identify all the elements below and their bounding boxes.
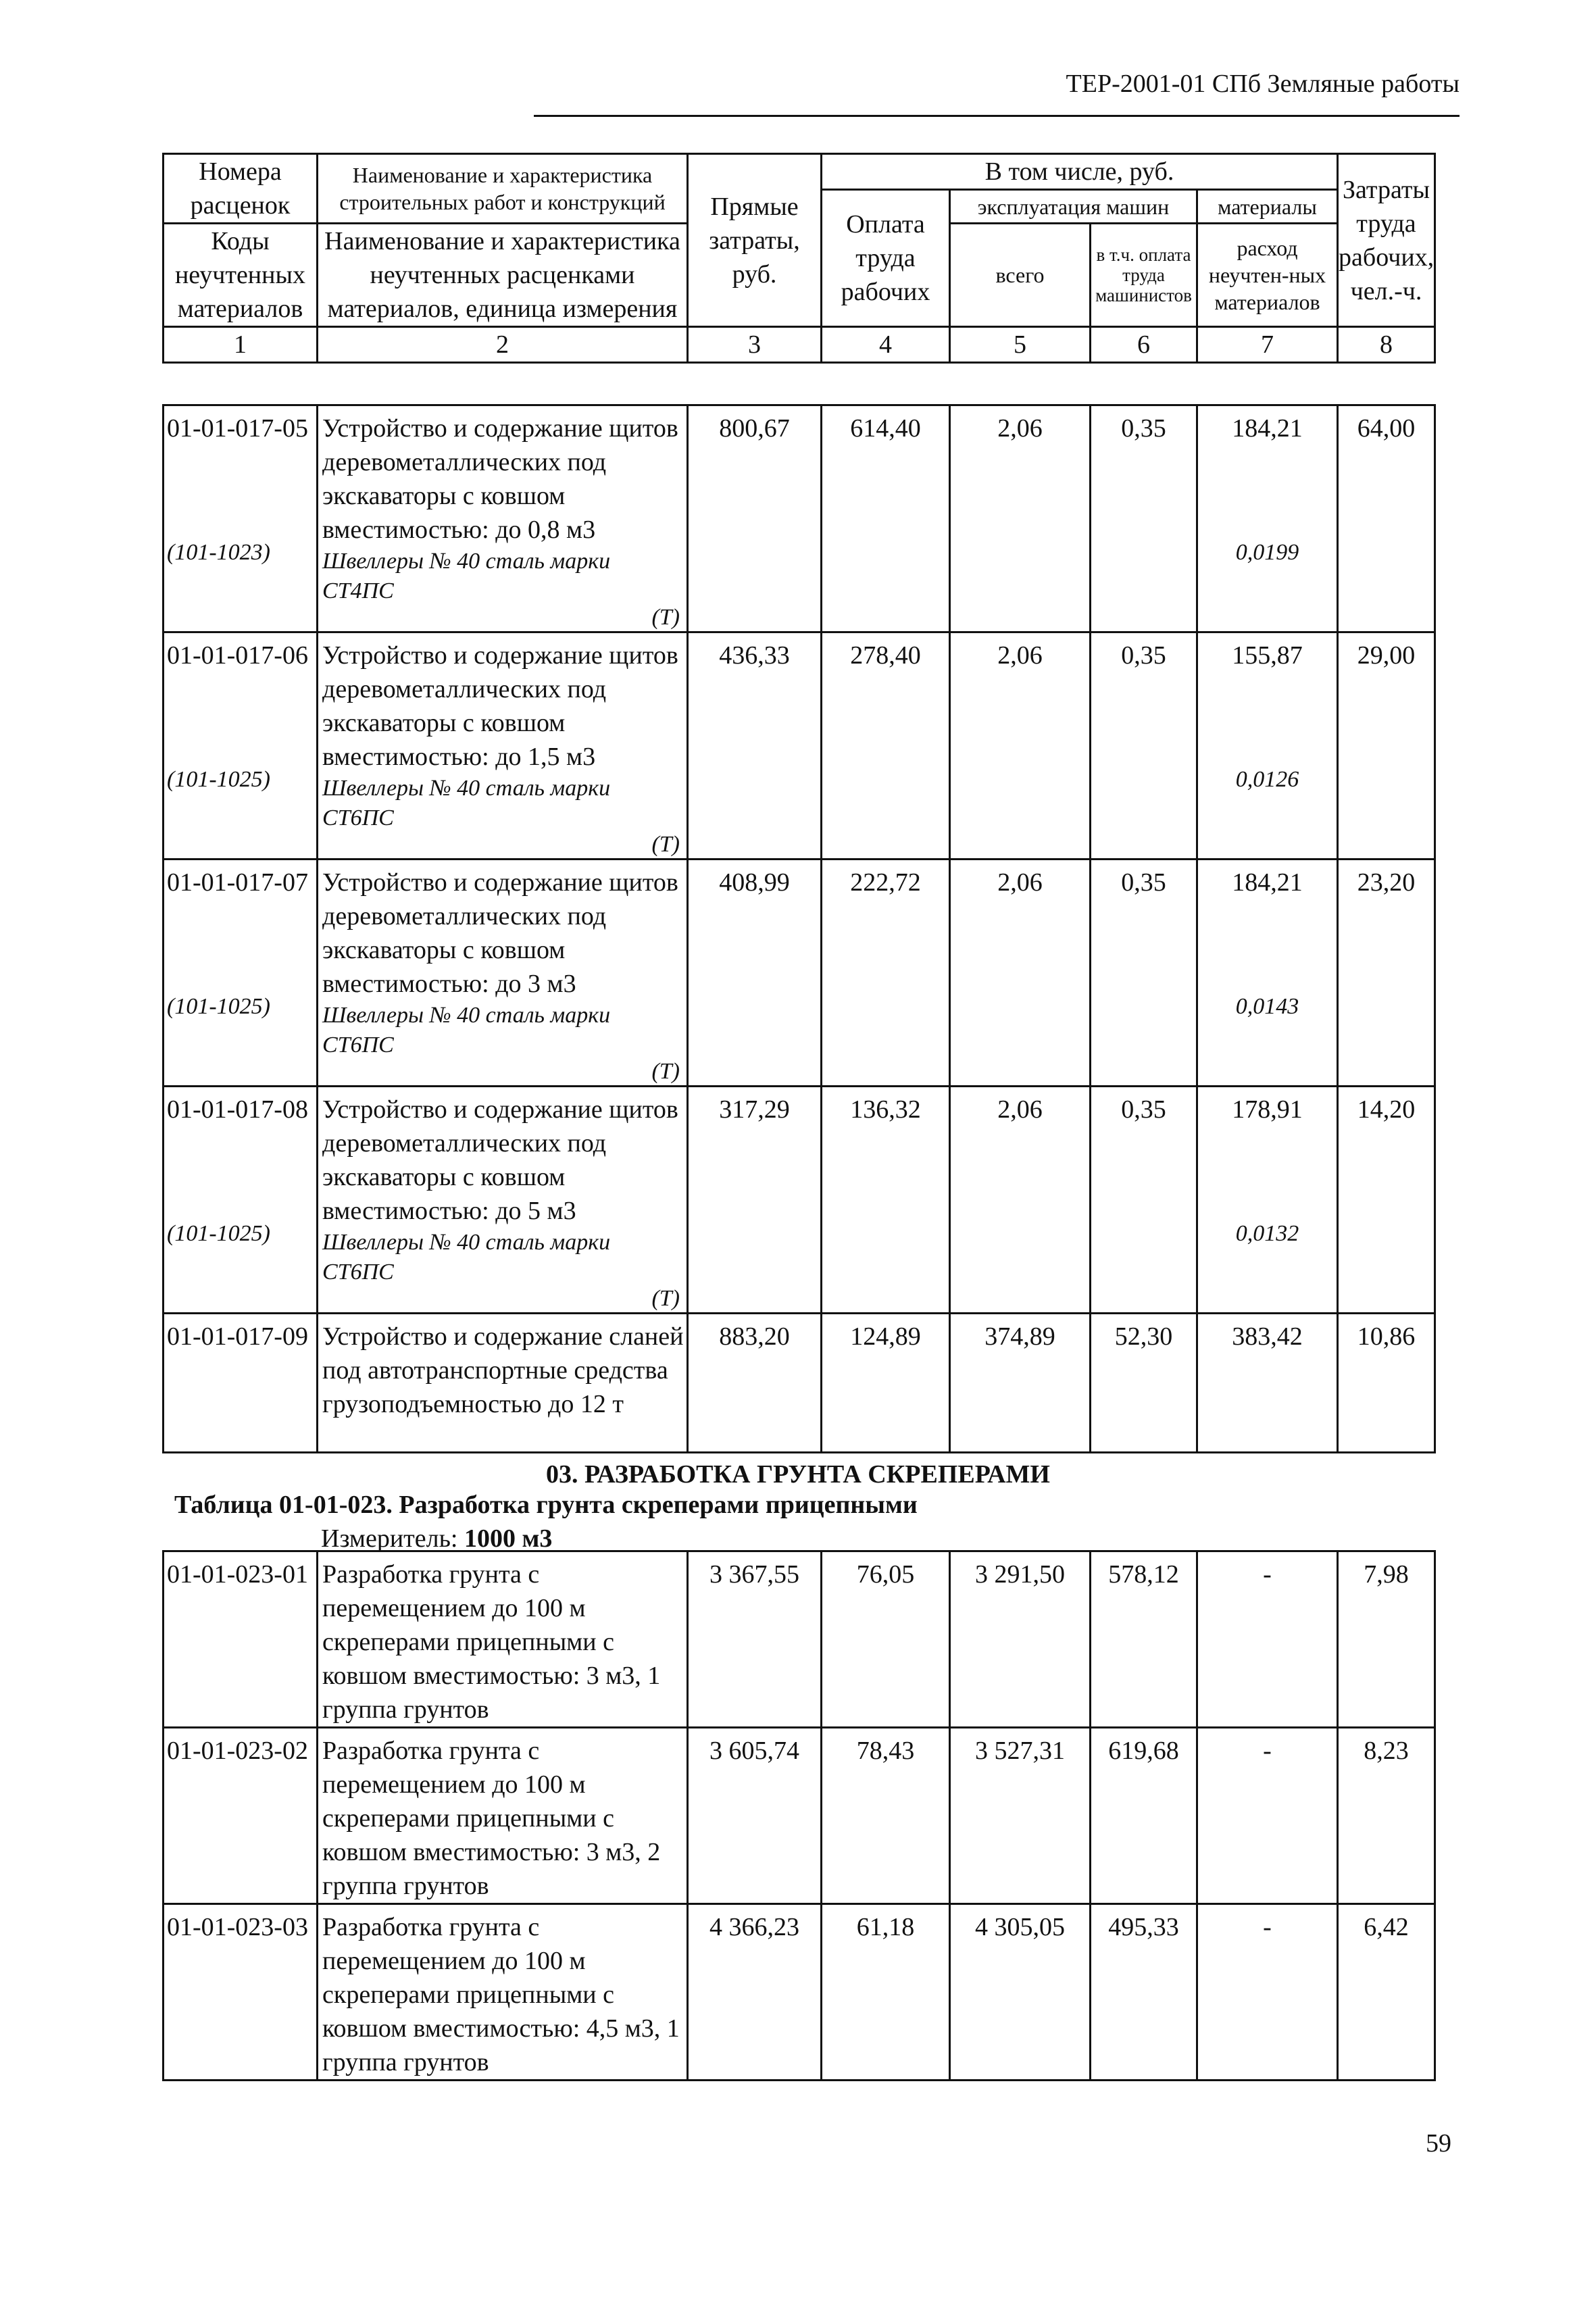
machines-total: 2,06 xyxy=(950,1087,1091,1314)
rate-code-cell xyxy=(164,632,318,860)
material-code: (101-1025) xyxy=(167,1221,270,1246)
machines-total: 3 527,31 xyxy=(950,1728,1091,1904)
labor-hours: 64,00 xyxy=(1338,405,1435,632)
direct-costs: 4 366,23 xyxy=(688,1904,822,2081)
header-including: В том числе, руб. xyxy=(822,154,1338,190)
machinists-pay: 0,35 xyxy=(1091,1087,1197,1314)
table-row xyxy=(164,405,1435,632)
machinists-pay: 578,12 xyxy=(1091,1551,1197,1728)
rate-code-cell xyxy=(164,860,318,1087)
material-quantity: 0,0126 xyxy=(1235,767,1299,792)
header-work-name: Наименование и характеристика строительных работ и конструкций xyxy=(318,154,688,224)
material-mark: (Т) xyxy=(651,832,680,857)
machines-total: 2,06 xyxy=(950,860,1091,1087)
material-description: Швеллеры № 40 сталь марки СТ6ПС xyxy=(322,1003,611,1057)
labor-hours: 29,00 xyxy=(1338,632,1435,860)
material-description: Швеллеры № 40 сталь марки СТ6ПС xyxy=(322,1230,611,1285)
table-row xyxy=(164,1314,1435,1453)
machinists-pay: 0,35 xyxy=(1091,632,1197,860)
materials-cost: 383,42 xyxy=(1197,1314,1338,1453)
header-rule xyxy=(534,115,1460,117)
header-unaccounted-material-names: Наименование и характеристика неучтенных расценками материалов, единица измерения xyxy=(318,224,688,327)
column-number: 7 xyxy=(1197,327,1338,363)
table-row xyxy=(164,1728,1435,1904)
labor-hours: 6,42 xyxy=(1338,1904,1435,2081)
labor-pay: 222,72 xyxy=(822,860,950,1087)
materials-cost: - xyxy=(1197,1728,1338,1904)
unit-value: 1000 м3 xyxy=(464,1524,553,1553)
header-unaccounted-materials: расход неучтен-ных материалов xyxy=(1197,224,1338,327)
rate-code: 01-01-017-06 xyxy=(167,641,308,670)
material-mark: (Т) xyxy=(651,605,680,630)
materials-cost: 178,91 xyxy=(1232,1095,1303,1124)
rate-description: Разработка грунта с перемещением до 100 м скреперами прицепными с ковшом вместимостью: 3 м3, 1 группа грунтов xyxy=(318,1551,688,1728)
rates-table-023 xyxy=(162,1550,1436,2081)
column-header-table xyxy=(162,153,1436,364)
rate-description-cell xyxy=(318,405,688,632)
header-rate-numbers: Номера расценок xyxy=(164,154,318,224)
materials-cost: 155,87 xyxy=(1232,641,1303,670)
rate-code-cell xyxy=(164,405,318,632)
direct-costs: 436,33 xyxy=(688,632,822,860)
header-labor-pay: Оплата труда рабочих xyxy=(822,190,950,327)
labor-pay: 124,89 xyxy=(822,1314,950,1453)
materials-cell xyxy=(1197,632,1338,860)
material-code: (101-1023) xyxy=(167,540,270,565)
header-labor-costs: Затраты труда рабочих, чел.-ч. xyxy=(1338,154,1435,327)
labor-pay: 614,40 xyxy=(822,405,950,632)
labor-pay: 136,32 xyxy=(822,1087,950,1314)
material-quantity: 0,0132 xyxy=(1235,1221,1299,1246)
rate-description-cell xyxy=(318,1087,688,1314)
materials-cell xyxy=(1197,1087,1338,1314)
labor-hours: 14,20 xyxy=(1338,1087,1435,1314)
machinists-pay: 495,33 xyxy=(1091,1904,1197,2081)
header-machine-operation: эксплуатация машин xyxy=(950,190,1197,224)
rate-description-cell xyxy=(318,860,688,1087)
machines-total: 4 305,05 xyxy=(950,1904,1091,2081)
header-machine-total: всего xyxy=(950,224,1091,327)
table-row xyxy=(164,632,1435,860)
materials-cell xyxy=(1197,405,1338,632)
labor-pay: 78,43 xyxy=(822,1728,950,1904)
material-mark: (Т) xyxy=(651,1286,680,1311)
header-machinist-pay: в т.ч. оплата труда машинистов xyxy=(1091,224,1197,327)
machinists-pay: 52,30 xyxy=(1091,1314,1197,1453)
column-number: 3 xyxy=(688,327,822,363)
machines-total: 374,89 xyxy=(950,1314,1091,1453)
column-number: 5 xyxy=(950,327,1091,363)
rate-code: 01-01-023-01 xyxy=(164,1551,318,1728)
rate-code: 01-01-017-05 xyxy=(167,414,308,443)
unit-label: Измеритель: xyxy=(321,1524,458,1553)
direct-costs: 883,20 xyxy=(688,1314,822,1453)
machinists-pay: 0,35 xyxy=(1091,860,1197,1087)
rate-description: Разработка грунта с перемещением до 100 м скреперами прицепными с ковшом вместимостью: 4,5 м3, 1 группа грунтов xyxy=(318,1904,688,2081)
column-number: 4 xyxy=(822,327,950,363)
rate-description: Разработка грунта с перемещением до 100 м скреперами прицепными с ковшом вместимостью: 3 м3, 2 группа грунтов xyxy=(318,1728,688,1904)
rate-description-cell xyxy=(318,632,688,860)
material-mark: (Т) xyxy=(651,1059,680,1084)
labor-pay: 61,18 xyxy=(822,1904,950,2081)
page-number: 59 xyxy=(1426,2129,1451,2158)
rate-description: Устройство и содержание сланей под автотранспортные средства грузоподъемностью до 12 т xyxy=(318,1314,688,1453)
materials-cost: - xyxy=(1197,1551,1338,1728)
labor-hours: 8,23 xyxy=(1338,1728,1435,1904)
table-row xyxy=(164,860,1435,1087)
materials-cost: - xyxy=(1197,1904,1338,2081)
direct-costs: 3 605,74 xyxy=(688,1728,822,1904)
material-code: (101-1025) xyxy=(167,767,270,792)
rate-code: 01-01-023-02 xyxy=(164,1728,318,1904)
labor-hours: 23,20 xyxy=(1338,860,1435,1087)
material-quantity: 0,0199 xyxy=(1235,540,1299,565)
table-row xyxy=(164,1087,1435,1314)
unit-line xyxy=(321,1524,552,1553)
direct-costs: 317,29 xyxy=(688,1087,822,1314)
rate-code: 01-01-023-03 xyxy=(164,1904,318,2081)
table-caption: Таблица 01-01-023. Разработка грунта скреперами прицепными xyxy=(174,1491,918,1519)
rate-code: 01-01-017-09 xyxy=(167,1322,308,1351)
labor-hours: 7,98 xyxy=(1338,1551,1435,1728)
materials-cost: 184,21 xyxy=(1232,414,1303,443)
table-row xyxy=(164,1551,1435,1728)
materials-cell xyxy=(1197,860,1338,1087)
machinists-pay: 0,35 xyxy=(1091,405,1197,632)
rate-description: Устройство и содержание щитов деревометаллических под экскаваторы с ковшом вместимостью: до 5 м3 xyxy=(322,1095,678,1225)
machines-total: 3 291,50 xyxy=(950,1551,1091,1728)
material-description: Швеллеры № 40 сталь марки СТ4ПС xyxy=(322,549,611,603)
machines-total: 2,06 xyxy=(950,405,1091,632)
header-materials: материалы xyxy=(1197,190,1338,224)
rate-description: Устройство и содержание щитов деревометаллических под экскаваторы с ковшом вместимостью: до 0,8 м3 xyxy=(322,414,678,544)
column-number: 8 xyxy=(1338,327,1435,363)
labor-hours: 10,86 xyxy=(1338,1314,1435,1453)
header-direct-costs: Прямые затраты, руб. xyxy=(688,154,822,327)
column-number: 6 xyxy=(1091,327,1197,363)
rates-table-017 xyxy=(162,404,1436,1453)
rate-description: Устройство и содержание щитов деревометаллических под экскаваторы с ковшом вместимостью: до 1,5 м3 xyxy=(322,641,678,771)
column-number: 2 xyxy=(318,327,688,363)
material-description: Швеллеры № 40 сталь марки СТ6ПС xyxy=(322,776,611,830)
material-quantity: 0,0143 xyxy=(1235,994,1299,1019)
material-code: (101-1025) xyxy=(167,994,270,1019)
machinists-pay: 619,68 xyxy=(1091,1728,1197,1904)
section-title: 03. РАЗРАБОТКА ГРУНТА СКРЕПЕРАМИ xyxy=(546,1460,1050,1489)
direct-costs: 3 367,55 xyxy=(688,1551,822,1728)
materials-cost: 184,21 xyxy=(1232,868,1303,897)
direct-costs: 408,99 xyxy=(688,860,822,1087)
rate-code-cell xyxy=(164,1314,318,1453)
column-number: 1 xyxy=(164,327,318,363)
direct-costs: 800,67 xyxy=(688,405,822,632)
labor-pay: 76,05 xyxy=(822,1551,950,1728)
machines-total: 2,06 xyxy=(950,632,1091,860)
rate-code: 01-01-017-08 xyxy=(167,1095,308,1124)
rate-code-cell xyxy=(164,1087,318,1314)
labor-pay: 278,40 xyxy=(822,632,950,860)
rate-code: 01-01-017-07 xyxy=(167,868,308,897)
header-unaccounted-material-codes: Коды неучтенных материалов xyxy=(164,224,318,327)
rate-description: Устройство и содержание щитов деревометаллических под экскаваторы с ковшом вместимостью: до 3 м3 xyxy=(322,868,678,998)
running-header: ТЕР-2001-01 СПб Земляные работы xyxy=(1066,70,1460,98)
table-row xyxy=(164,1904,1435,2081)
